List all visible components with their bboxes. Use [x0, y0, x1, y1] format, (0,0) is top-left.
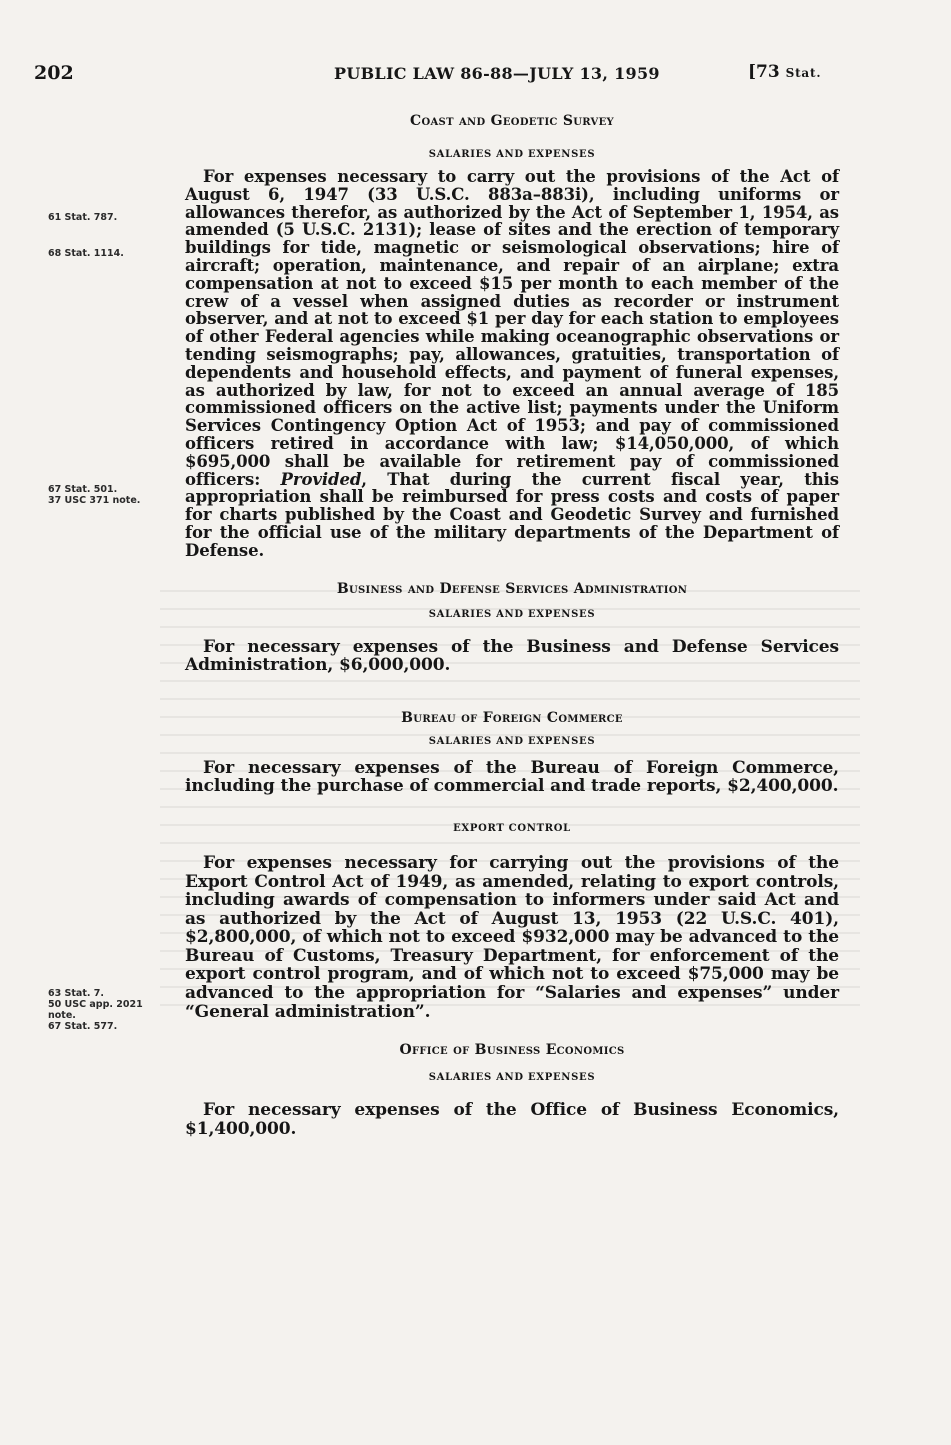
- section-title: Coast and Geodetic Survey: [410, 113, 614, 129]
- appropriation-paragraph: For necessary expenses of the Bureau of Foreign Commerce, including the purchase of commercial and trade reports, $2,400,000.: [185, 757, 839, 797]
- stat-volume: [73: [748, 62, 780, 82]
- running-head: PUBLIC LAW 86-88—JULY 13, 1959: [334, 64, 660, 83]
- section-subtitle: SALARIES AND EXPENSES: [428, 735, 596, 747]
- appropriation-paragraph: For expenses necessary to carry out the provisions of the Act of August 6, 1947 (33 U.S.C. 883a–883i), including uniforms or allowances therefor, as authorized by the Act of September 1, 1954, as amended (5 U.S.C. 2131); lease of sites and the erection of temporary buildings for tide, magnetic or seismological observations; hire of aircraft; operation, maintenance, and repair of an airplane; extra compensation at not to exceed $15 per month to each member of the crew of a vessel when assigned duties as recorder or instrument observer, and at not to exceed $1 per day for each station to employees of other Federal agencies while making oceanographic observations or tending seismographs; pay, allowances, gratuities, transportation of dependents and household effects, and payment of funeral expenses, as authorized by law, for not to exceed an annual average of 185 commissioned officers on the active list; payments under the Uniform Services Contingency Option Act of 1953; and pay of commissioned officers retired in accordance with law; $14,050,000, of which $695,000 shall be available for retirement pay of commissioned officers: Provided, That during the current fiscal year, this appropriation shall be reimbursed for press costs and costs of paper for charts published by the Coast and Geodetic Survey and furnished for the official use of the military departments of the Department of Defense.: [185, 167, 839, 560]
- section-subtitle: SALARIES AND EXPENSES: [428, 1072, 596, 1084]
- stat-reference: [748, 62, 821, 82]
- margin-note: 68 Stat. 1114.: [48, 248, 124, 259]
- section-export-control: [185, 822, 839, 1021]
- section-subtitle: SALARIES AND EXPENSES: [428, 608, 596, 620]
- section-obe: [185, 1041, 839, 1138]
- appropriation-paragraph: For necessary expenses of the Business and Defense Services Administration, $6,000,000.: [185, 636, 839, 676]
- appropriation-paragraph: For expenses necessary for carrying out the provisions of the Export Control Act of 1949, as amended, relating to export controls, including awards of compensation to informers under said Act and as authorized by the Act of August 13, 1953 (22 U.S.C. 401), $2,800,000, of which not to exceed $932,000 may be advanced to the Bureau of Customs, Treasury Department, for enforcement of the export control program, and of which not to exceed $75,000 may be advanced to the appropriation for “Salaries and expenses” under “General administration”.: [185, 852, 839, 1022]
- section-title: Bureau of Foreign Commerce: [401, 709, 623, 726]
- appropriation-paragraph: For necessary expenses of the Office of Business Economics, $1,400,000.: [185, 1100, 839, 1139]
- margin-note: 67 Stat. 501. 37 USC 371 note.: [48, 484, 141, 506]
- section-subtitle: EXPORT CONTROL: [453, 822, 571, 834]
- margin-note: 61 Stat. 787.: [48, 212, 118, 223]
- section-coast-geodetic: [185, 112, 839, 560]
- section-title: Business and Defense Services Administration: [336, 580, 688, 597]
- stat-label: Stat.: [785, 66, 822, 80]
- page-body: [185, 112, 839, 1138]
- running-header: [34, 62, 874, 86]
- section-bfc: [185, 709, 839, 796]
- section-bdsa: [185, 580, 839, 675]
- section-title: Office of Business Economics: [399, 1042, 625, 1059]
- margin-note: 63 Stat. 7. 50 USC app. 2021 note. 67 Stat. 577.: [48, 988, 143, 1032]
- section-subtitle: SALARIES AND EXPENSES: [428, 149, 596, 160]
- page-number: 202: [34, 62, 74, 84]
